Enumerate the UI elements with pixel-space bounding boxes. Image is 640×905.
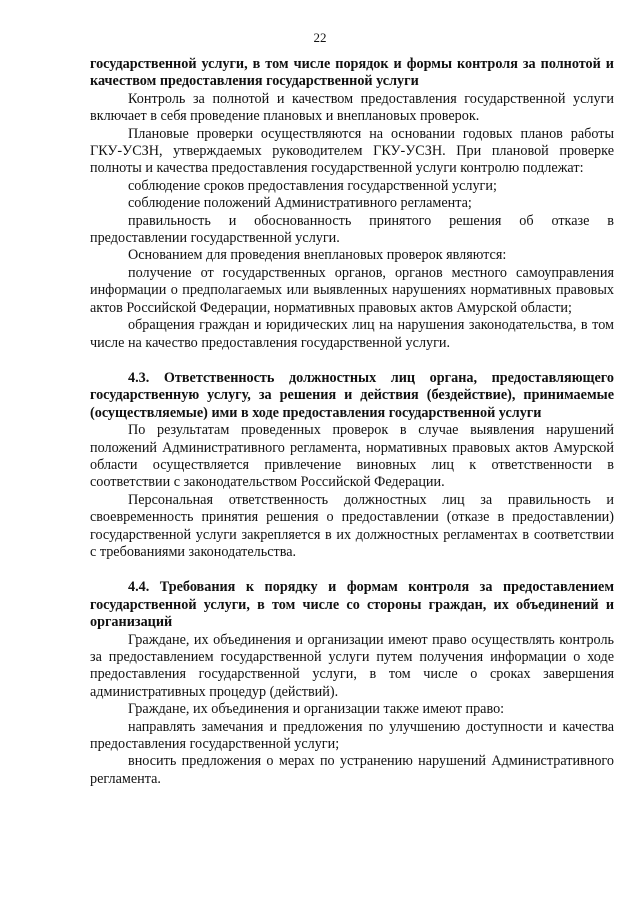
document-body <box>90 56 614 788</box>
list-item: соблюдение положений Административного регламента; <box>128 195 472 212</box>
list-item: правильность и обоснованность принятого решения об отказе в предоставлении государственной услуги. <box>90 212 614 247</box>
body-paragraph: Основанием для проведения внеплановых проверок являются: <box>128 247 507 264</box>
page-number: 22 <box>313 30 327 45</box>
body-paragraph: Граждане, их объединения и организации также имеют право: <box>128 701 505 718</box>
body-paragraph: Граждане, их объединения и организации имеют право осуществлять контроль за предоставлением государственной услуги путем получения информации о ходе предоставления государственной услуги, в том числе о сроках завершения административных процедур (действий). <box>90 631 614 700</box>
body-paragraph: Плановые проверки осуществляются на основании годовых планов работы ГКУ-УСЗН, утверждаемых руководителем ГКУ-УСЗН. При плановой проверке полноты и качества предоставления государственной услуги контролю подлежат: <box>90 125 614 177</box>
list-item: вносить предложения о мерах по устранению нарушений Административного регламента. <box>90 753 614 787</box>
body-paragraph: Персональная ответственность должностных лиц за правильность и своевременность принятия решения о предоставлении (отказе в предоставлении) государственной услуги закрепляется в их должностных регламентах в соответствии с требованиями законодательства. <box>90 491 614 560</box>
list-item: получение от государственных органов, органов местного самоуправления информации о предполагаемых или выявленных нарушениях нормативных правовых актов Российской Федерации, нормативных правовых актов Амурской области; <box>90 264 614 316</box>
list-item: направлять замечания и предложения по улучшению доступности и качества предоставления государственной услуги; <box>90 718 614 753</box>
section-heading-4-3: 4.3. Ответственность должностных лиц органа, предоставляющего государственную услугу, за решения и действия (бездействие), принимаемые (осуществляемые) ими в ходе предоставления государственной услуги <box>90 369 614 421</box>
section-heading-4-4: 4.4. Требования к порядку и формам контроля за предоставлением государственной услуги, в том числе со стороны граждан, их объединений и организаций <box>90 579 614 631</box>
body-paragraph: Контроль за полнотой и качеством предоставления государственной услуги включает в себя проведение плановых и внеплановых проверок. <box>90 90 614 125</box>
body-paragraph: По результатам проведенных проверок в случае выявления нарушений положений Административного регламента, нормативных правовых актов Амурской области осуществляется привлечение виновных лиц к ответственности в соответствии с законодательством Российской Федерации. <box>90 422 614 491</box>
section-gap <box>90 561 614 579</box>
list-item: обращения граждан и юридических лиц на нарушения законодательства, в том числе на качество предоставления государственной услуги. <box>90 317 614 351</box>
list-item: соблюдение сроков предоставления государственной услуги; <box>128 177 497 194</box>
section-heading-continuation: государственной услуги, в том числе порядок и формы контроля за полнотой и качеством предоставления государственной услуги <box>90 56 614 90</box>
section-gap <box>90 352 614 370</box>
